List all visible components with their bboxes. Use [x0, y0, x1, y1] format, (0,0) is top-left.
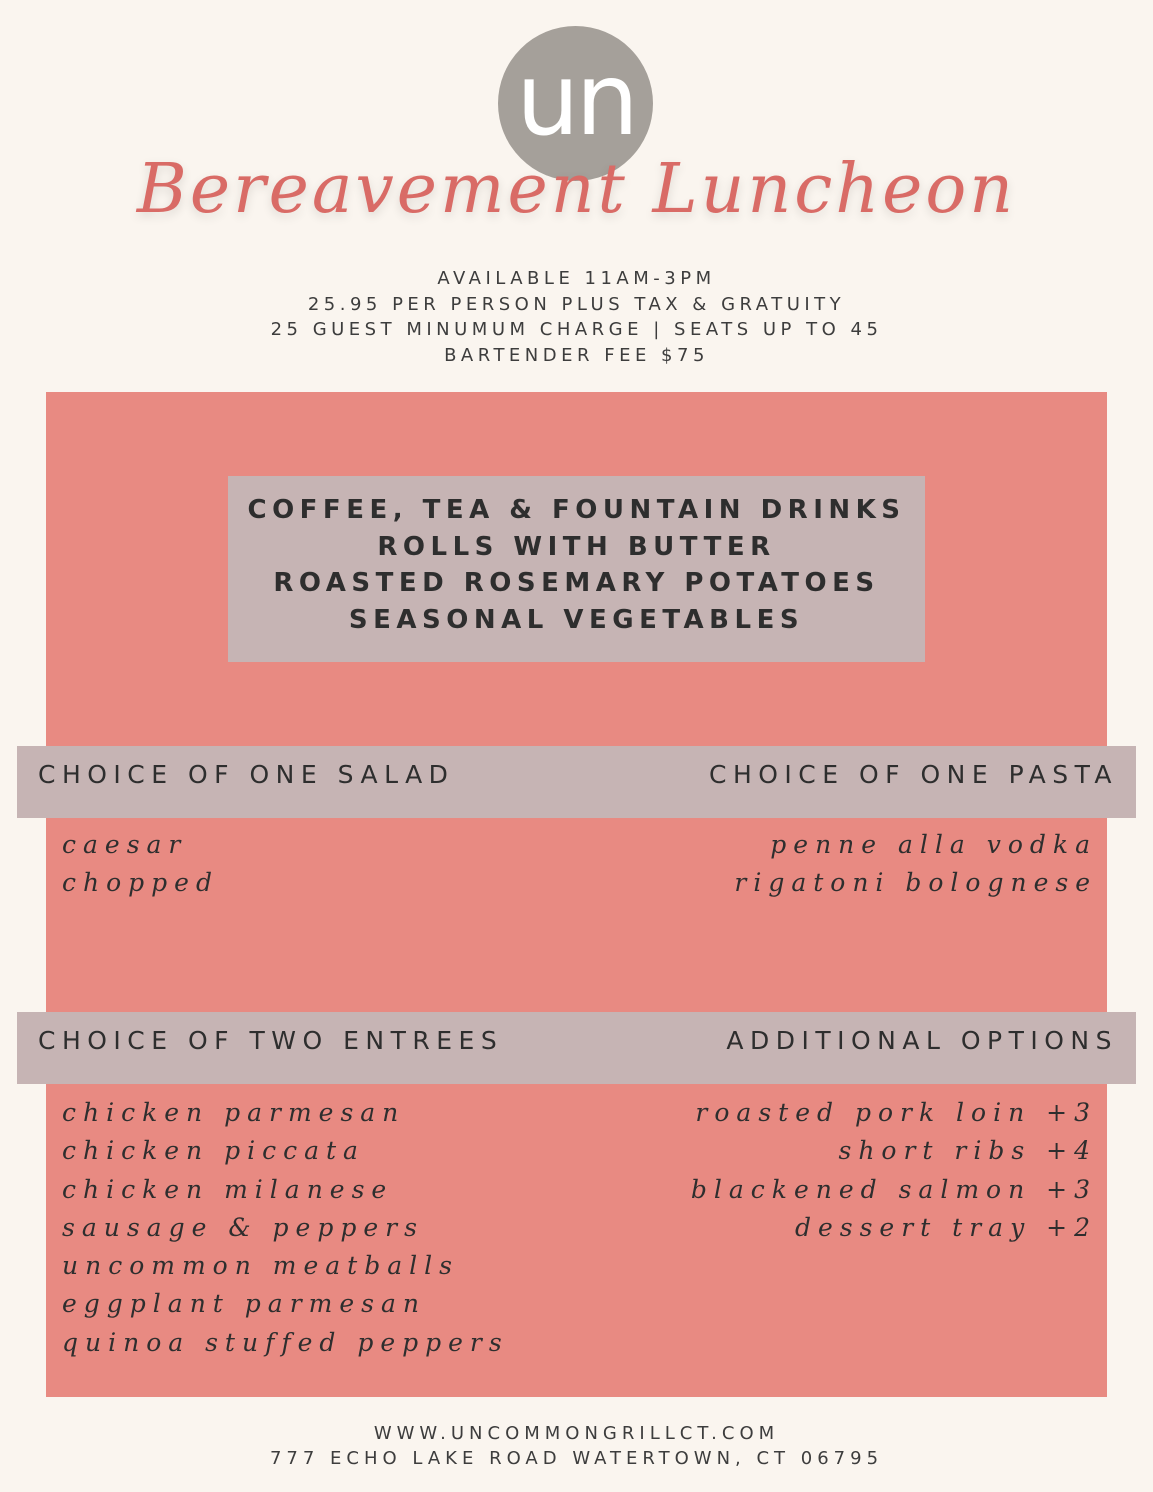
list-item: uncommon meatballs: [62, 1251, 459, 1281]
pasta-list: [734, 826, 1097, 903]
list-item: chicken parmesan: [62, 1098, 406, 1127]
included-item: ROLLS WITH BUTTER: [377, 531, 776, 562]
list-item: penne alla vodka: [770, 830, 1097, 859]
list-item: sausage & peppers: [62, 1212, 424, 1242]
address: 777 ECHO LAKE ROAD WATERTOWN, CT 06795: [269, 1448, 884, 1469]
list-item: blackened salmon +3: [690, 1174, 1097, 1204]
list-item: dessert tray +2: [794, 1212, 1097, 1242]
footer: [0, 1421, 1153, 1471]
included-item: SEASONAL VEGETABLES: [348, 604, 805, 635]
event-info: [0, 266, 1153, 368]
info-line-guests: 25 GUEST MINUMUM CHARGE | SEATS UP TO 45: [270, 319, 883, 340]
list-item: roasted pork loin +3: [695, 1098, 1097, 1127]
list-item: eggplant parmesan: [62, 1289, 426, 1319]
additional-options-heading: ADDITIONAL OPTIONS: [726, 1026, 1118, 1055]
pasta-heading: CHOICE OF ONE PASTA: [708, 760, 1118, 789]
page-title: Bereavement Luncheon: [136, 150, 1017, 229]
info-line-bartender: BARTENDER FEE $75: [444, 344, 709, 366]
list-item: caesar: [62, 830, 188, 859]
list-item: short ribs +4: [838, 1136, 1097, 1166]
info-line-price: 25.95 PER PERSON PLUS TAX & GRATUITY: [307, 293, 846, 315]
website-link[interactable]: WWW.UNCOMMONGRILLCT.COM: [373, 1423, 780, 1444]
entrees-heading: CHOICE OF TWO ENTREES: [38, 1026, 504, 1055]
entrees-list: [62, 1094, 509, 1362]
additional-options-list: [691, 1094, 1097, 1247]
included-item: ROASTED ROSEMARY POTATOES: [273, 568, 880, 598]
list-item: chopped: [62, 868, 219, 898]
list-item: quinoa stuffed peppers: [62, 1327, 509, 1357]
list-item: rigatoni bolognese: [734, 868, 1097, 898]
salad-list: [62, 826, 219, 903]
info-line-hours: AVAILABLE 11AM-3PM: [437, 268, 716, 289]
included-items-box: [228, 476, 925, 662]
list-item: chicken milanese: [62, 1174, 394, 1204]
included-item: COFFEE, TEA & FOUNTAIN DRINKS: [247, 495, 906, 525]
salad-heading: CHOICE OF ONE SALAD: [38, 760, 455, 789]
list-item: chicken piccata: [62, 1136, 365, 1166]
logo-text: un: [516, 40, 635, 158]
heading-band-entrees-options: [17, 1012, 1136, 1084]
heading-band-salad-pasta: [17, 746, 1136, 818]
